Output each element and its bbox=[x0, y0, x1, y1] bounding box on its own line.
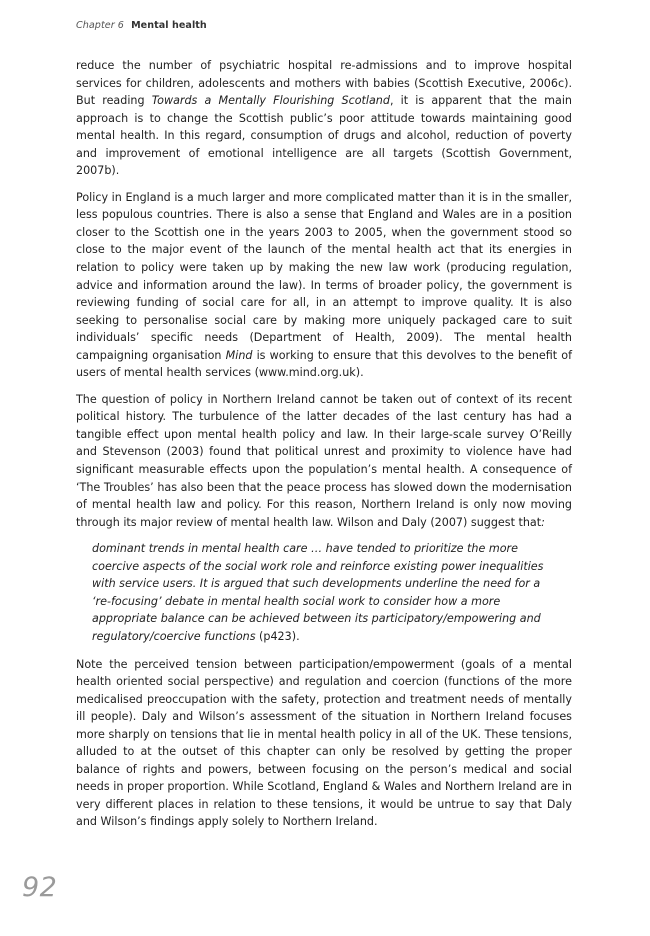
paragraph-england-policy: Policy in England is a much larger and more complicated matter than it is in the smaller, less populous countries. There is also a sense that England and Wales are in a position closer to the Scottish one in the years 2003 to 2005, when the government stood so close to the major event of the launch of the mental health act that its energies in relation to policy were taken up by making the new law work (producing regulation, advice and information around the law). In terms of broader policy, the government is reviewing funding of social care for all, in an attempt to improve quality. It is also seeking to personalise social care by making more uniquely packaged care to suit individuals’ specific needs (Department of Health, 2009). The mental health campaigning organisation Mind is working to ensure that this devolves to the benefit of users of mental health services (www.mind.org.uk). bbox=[76, 190, 572, 380]
book-title: Towards a Mentally Flourishing Scotland bbox=[151, 94, 390, 108]
organisation-name: Mind bbox=[225, 348, 253, 362]
quote-text: dominant trends in mental health care … have tended to prioritize the more coercive aspects of the social work role and reinforce existing power inequalities with service users. It is argued that such developments underline the need for a ‘re-focusing’ debate in mental health social work to consider how a more appropriate balance can be achieved between its participatory/empowering and regulatory/coercive functions bbox=[92, 542, 544, 643]
paragraph-northern-ireland-policy: The question of policy in Northern Ireland cannot be taken out of context of its recent political history. The turbulence of the latter decades of the last century has had a tangible effect upon mental health policy and law. In their large-scale survey O’Reilly and Stevenson (2003) found that political unrest and proximity to violence have had significant measurable effects upon the population’s mental health. A consequence of ‘The Troubles’ has also been that the peace process has slowed down the modernisation of mental health law and policy. For this reason, Northern Ireland is only now moving through its major review of mental health law. Wilson and Daly (2007) suggest that: bbox=[76, 392, 572, 529]
paragraph-scotland-policy: reduce the number of psychiatric hospital re-admissions and to improve hospital services for children, adolescents and mothers with babies (Scottish Executive, 2006c). But reading Towards a Mentally Flourishing Scotland, it is apparent that the main approach is to change the Scottish public’s poor attitude towards maintaining good mental health. In this regard, consumption of drugs and alcohol, reduction of poverty and improvement of emotional intelligence are all targets (Scottish Government, 2007b). bbox=[76, 59, 572, 178]
page-number: 92 bbox=[22, 872, 58, 903]
paragraph-tension-analysis: Note the perceived tension between participation/empowerment (goals of a mental health oriented social perspective) and regulation and coercion (functions of the more medicalised preoccupation with the safety, protection and treatment needs of mentally ill people). Daly and Wilson’s assessment of the situation in Northern Ireland focuses more sharply on tensions that lie in mental health policy in all of the UK. These tensions, alluded to at the outset of this chapter can only be resolved by getting the proper balance of rights and powers, between focusing on the person’s medical and social needs in proper proportion. While Scotland, England & Wales and Northern Ireland are in very different places in relation to these tensions, it would be untrue to say that Daly and Wilson’s findings apply solely to Northern Ireland. bbox=[76, 657, 572, 829]
body-text bbox=[76, 57, 572, 840]
running-header bbox=[76, 20, 207, 31]
quote-citation: (p423). bbox=[259, 629, 300, 643]
chapter-title: Mental health bbox=[131, 20, 207, 31]
block-quote bbox=[92, 540, 554, 645]
chapter-label: Chapter 6 bbox=[76, 20, 124, 31]
